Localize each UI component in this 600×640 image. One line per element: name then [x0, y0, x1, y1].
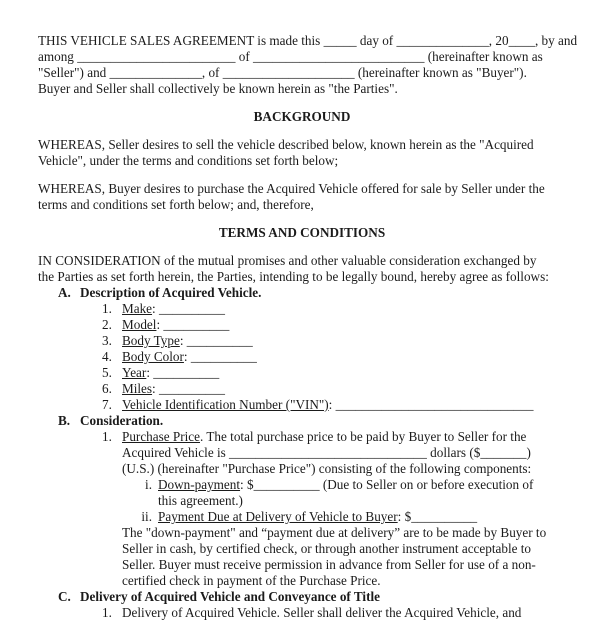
- field-text: [122, 365, 219, 381]
- field-text: [122, 301, 225, 317]
- field-blank: : __________: [152, 301, 225, 316]
- delivery-payment-label: Payment Due at Delivery of Vehicle to Buyer: [158, 509, 398, 524]
- vehicle-field-miles: [102, 381, 566, 397]
- payment-terms-line-2: Seller in cash, by certified check, or through another instrument acceptable to: [122, 541, 532, 556]
- vehicle-field-body-type: [102, 333, 566, 349]
- list-marker: 3.: [102, 333, 112, 348]
- whereas-seller-line-2: Vehicle", under the terms and conditions set forth below;: [38, 153, 339, 168]
- field-text: [122, 381, 225, 397]
- item-text: [158, 477, 533, 493]
- list-marker: 1.: [102, 429, 112, 444]
- vehicle-field-make: [102, 301, 566, 317]
- section-a-title: Description of Acquired Vehicle.: [80, 285, 262, 300]
- field-label: Vehicle Identification Number ("VIN"): [122, 397, 329, 412]
- field-text: [122, 397, 533, 413]
- delivery-item-text: Delivery of Acquired Vehicle. Seller shall deliver the Acquired Vehicle, and: [122, 605, 522, 620]
- field-blank: : __________: [152, 381, 225, 396]
- item-text: [122, 429, 526, 445]
- list-marker: 7.: [102, 397, 112, 412]
- delivery-item: [102, 605, 566, 621]
- whereas-seller-paragraph: [38, 137, 566, 169]
- field-label: Body Type: [122, 333, 180, 348]
- delivery-payment-text: : $__________: [397, 509, 478, 524]
- down-payment-label: Down-payment: [158, 477, 241, 492]
- field-label: Miles: [122, 381, 153, 396]
- purchase-price-text: . The total purchase price to be paid by Buyer to Seller for the: [200, 429, 527, 444]
- consideration-line-1: IN CONSIDERATION of the mutual promises and other valuable consideration exchanged by: [38, 253, 537, 268]
- field-blank: : __________: [179, 333, 253, 348]
- list-marker: 5.: [102, 365, 112, 380]
- down-payment-line-2: this agreement.): [158, 493, 243, 508]
- intro-paragraph: [38, 33, 578, 97]
- background-heading: BACKGROUND: [253, 109, 351, 124]
- section-b-title: Consideration.: [80, 413, 164, 428]
- whereas-buyer-line-2: terms and conditions set forth below; and, therefore,: [38, 197, 314, 212]
- field-label: Year: [122, 365, 147, 380]
- purchase-price-line-2: Acquired Vehicle is ______________________________ dollars ($_______): [122, 445, 531, 460]
- field-blank: : __________: [146, 365, 220, 380]
- payment-terms-line-1: The "down-payment" and “payment due at delivery” are to be made by Buyer to: [122, 525, 547, 540]
- consideration-line-2: the Parties as set forth herein, the Parties, intending to be legally bound, hereby agree as follows:: [38, 269, 549, 284]
- list-marker: 2.: [102, 317, 112, 332]
- delivery-payment-item: [136, 509, 566, 525]
- field-label: Make: [122, 301, 153, 316]
- item-text: [158, 509, 477, 525]
- payment-terms-paragraph: [122, 525, 566, 589]
- list-marker: 1.: [102, 605, 112, 620]
- list-marker: 1.: [102, 301, 112, 316]
- section-a-heading: [58, 285, 566, 301]
- field-text: [122, 317, 229, 333]
- intro-line-4: Buyer and Seller shall collectively be known herein as "the Parties".: [38, 81, 398, 96]
- whereas-buyer-line-1: WHEREAS, Buyer desires to purchase the Acquired Vehicle offered for sale by Seller under the: [38, 181, 545, 196]
- terms-heading: TERMS AND CONDITIONS: [218, 225, 386, 240]
- purchase-price-label: Purchase Price: [122, 429, 200, 444]
- purchase-price-item: [102, 429, 566, 445]
- list-marker: ii.: [141, 509, 152, 524]
- whereas-buyer-paragraph: [38, 181, 566, 213]
- list-marker: 4.: [102, 349, 112, 364]
- field-blank: : ______________________________: [328, 397, 534, 412]
- field-label: Model: [122, 317, 157, 332]
- section-a-marker: A.: [58, 285, 71, 300]
- section-b-heading: [58, 413, 566, 429]
- section-b-marker: B.: [58, 413, 71, 428]
- payment-terms-line-4: certified check in payment of the Purchase Price.: [122, 573, 381, 588]
- list-marker: i.: [145, 477, 152, 492]
- whereas-seller-line-1: WHEREAS, Seller desires to sell the vehicle described below, known herein as the "Acquired: [38, 137, 534, 152]
- field-blank: : __________: [156, 317, 230, 332]
- vehicle-field-body-color: [102, 349, 566, 365]
- payment-terms-line-3: Seller. Buyer must receive permission in advance from Seller for use of a non-: [122, 557, 536, 572]
- vehicle-field-year: [102, 365, 566, 381]
- intro-line-3: "Seller") and ______________, of ____________________ (hereinafter known as "Buyer").: [38, 65, 527, 80]
- intro-line-1: THIS VEHICLE SALES AGREEMENT is made this _____ day of ______________, 20____, by and: [38, 33, 578, 48]
- down-payment-text: : $__________ (Due to Seller on or before execution of: [240, 477, 534, 492]
- field-label: Body Color: [122, 349, 184, 364]
- intro-line-2: among ________________________ of __________________________ (hereinafter known as: [38, 49, 543, 64]
- field-text: [122, 349, 257, 365]
- purchase-price-line-3: (U.S.) (hereinafter "Purchase Price") consisting of the following components:: [122, 461, 532, 476]
- consideration-paragraph: [38, 253, 566, 285]
- section-c-title: Delivery of Acquired Vehicle and Conveyance of Title: [80, 589, 381, 604]
- field-text: [122, 333, 253, 349]
- vehicle-field-vin: [102, 397, 566, 413]
- vehicle-field-model: [102, 317, 566, 333]
- list-marker: 6.: [102, 381, 112, 396]
- section-c-heading: [58, 589, 566, 605]
- field-blank: : __________: [183, 349, 257, 364]
- down-payment-item: [136, 477, 566, 493]
- section-c-marker: C.: [58, 589, 71, 604]
